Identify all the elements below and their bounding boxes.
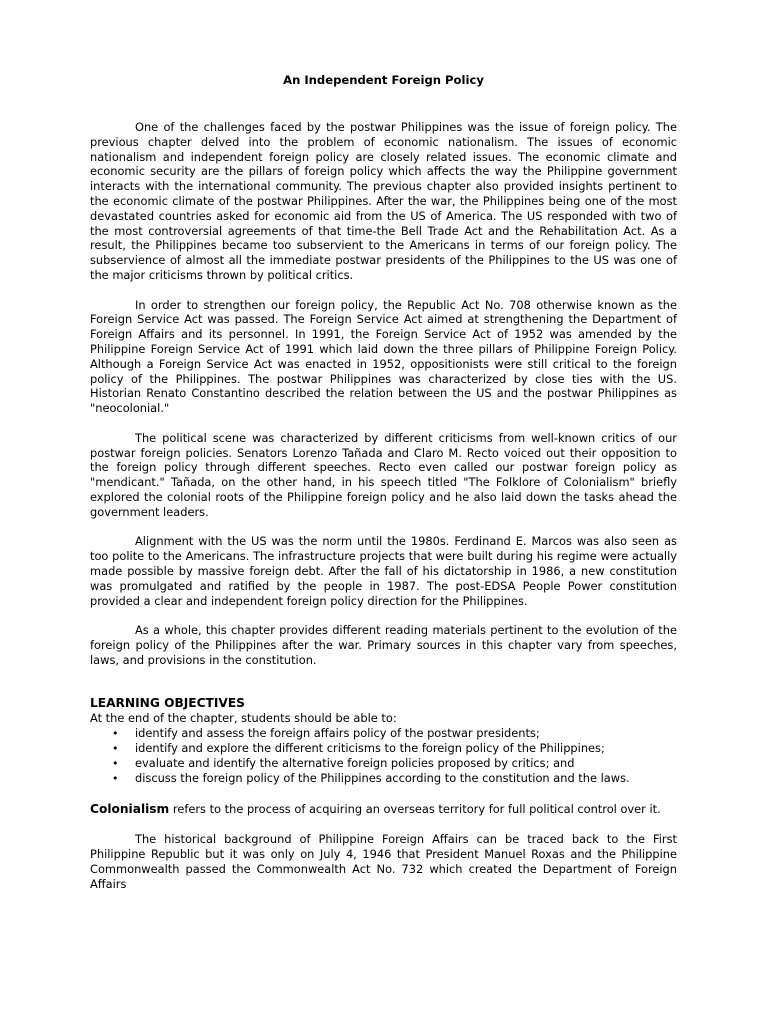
paragraph-foreign-affairs-history: The historical background of Philippine Foreign Affairs can be traced back to the First Philippine Republic but it was only on July 4, 1946 that President Manuel Roxas and the Philippine Commonwealth passed the Commonwealth Act No. 732 which created the Department of Foreign Affairs <box>90 832 677 891</box>
bullet-icon: • <box>112 757 119 771</box>
paragraph-foreign-service-act: In order to strengthen our foreign policy, the Republic Act No. 708 otherwise known as the Foreign Service Act was passed. The Foreign Service Act aimed at strengthening the Department of Foreign Affairs and its personnel. In 1991, the Foreign Service Act of 1952 was amended by the Philippine Foreign Service Act of 1991 which laid down the three pillars of Philippine Foreign Policy. Although a Foreign Service Act was enacted in 1952, oppositionists were still critical to the foreign policy of the Philippines. The postwar Philippines was characterized by close ties with the US. Historian Renato Constantino described the relation between the US and the postwar Philippines as "neocolonial." <box>90 297 677 416</box>
objective-item <box>90 771 677 786</box>
learning-objectives-intro: At the end of the chapter, students should be able to: <box>90 711 397 726</box>
colonialism-definition <box>90 802 677 817</box>
objective-text: identify and assess the foreign affairs policy of the postwar presidents; <box>135 726 540 741</box>
objective-item <box>90 741 677 756</box>
paragraph-postwar-challenges: One of the challenges faced by the postwar Philippines was the issue of foreign policy. The previous chapter delved into the problem of economic nationalism. The issues of economic nationalism and independent foreign policy are closely related issues. The economic climate and economic security are the pillars of foreign policy which affects the way the Philippine government interacts with the international community. The previous chapter also provided insights pertinent to the economic climate of the postwar Philippines. After the war, the Philippines being one of the most devastated countries asked for economic aid from the US of America. The US responded with two of the most controversial agreements of that time-the Bell Trade Act and the Rehabilitation Act. As a result, the Philippines became too subservient to the Americans in terms of our foreign policy. The subservience of almost all the immediate postwar presidents of the Philippines to the US was one of the major criticisms thrown by political critics. <box>90 120 677 282</box>
objective-item <box>90 726 677 741</box>
paragraph-chapter-overview: As a whole, this chapter provides different reading materials pertinent to the evolution of the foreign policy of the Philippines after the war. Primary sources in this chapter vary from speeches, laws, and provisions in the constitution. <box>90 623 677 667</box>
learning-objectives-heading: LEARNING OBJECTIVES <box>90 696 245 711</box>
bullet-icon: • <box>112 742 119 756</box>
bullet-icon: • <box>112 727 119 741</box>
learning-objectives-list <box>90 726 677 786</box>
objective-text: evaluate and identify the alternative foreign policies proposed by critics; and <box>135 756 575 771</box>
objective-text: identify and explore the different criticisms to the foreign policy of the Philippines; <box>135 741 605 756</box>
definition-text: refers to the process of acquiring an overseas territory for full political control over it. <box>169 802 661 817</box>
paragraph-political-critics: The political scene was characterized by different criticisms from well-known critics of our postwar foreign policies. Senators Lorenzo Tañada and Claro M. Recto voiced out their opposition to the foreign policy through different speeches. Recto even called our postwar foreign policy as "mendicant." Tañada, on the other hand, in his speech titled "The Folklore of Colonialism" briefly explored the colonial roots of the Philippine foreign policy and he also laid down the tasks ahead the government leaders. <box>90 430 677 519</box>
objective-text: discuss the foreign policy of the Philippines according to the constitution and the laws. <box>135 771 630 786</box>
bullet-icon: • <box>112 772 119 786</box>
document-page <box>90 0 677 1024</box>
objective-item <box>90 756 677 771</box>
document-title: An Independent Foreign Policy <box>283 73 484 87</box>
definition-term: Colonialism <box>90 802 170 817</box>
paragraph-us-alignment: Alignment with the US was the norm until the 1980s. Ferdinand E. Marcos was also seen as too polite to the Americans. The infrastructure projects that were built during his regime were actually made possible by massive foreign debt. After the fall of his dictatorship in 1986, a new constitution was promulgated and ratified by the people in 1987. The post-EDSA People Power constitution provided a clear and independent foreign policy direction for the Philippines. <box>90 534 677 608</box>
